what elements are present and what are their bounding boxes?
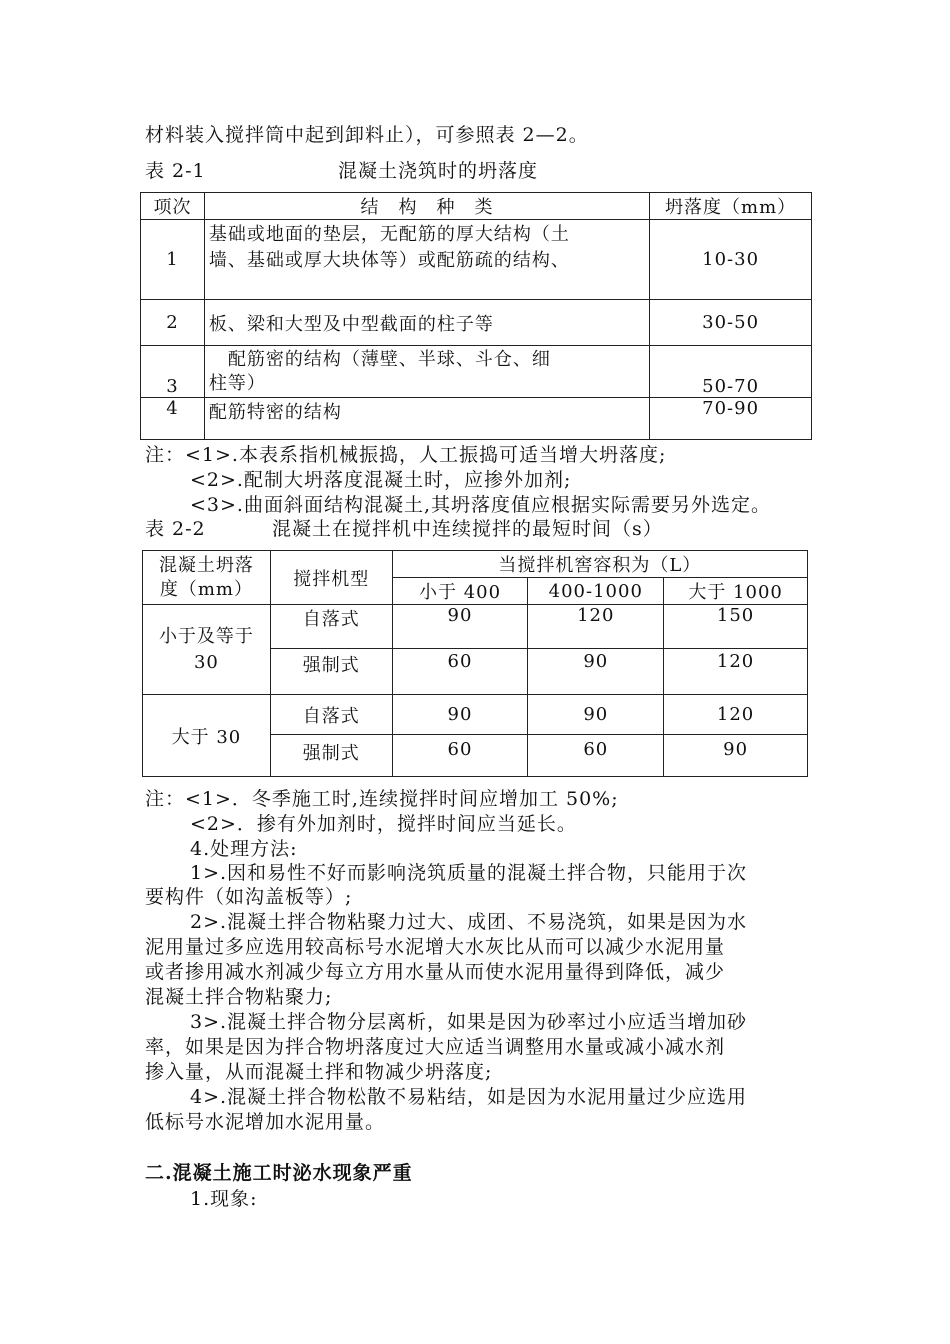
body-line: 掺入量，从而混凝土拌和物减少坍落度; xyxy=(145,1061,493,1083)
table2-subheader: 小于 400 xyxy=(392,578,528,605)
table2-header-mixer-type: 搅拌机型 xyxy=(270,551,392,605)
row-number: 1 xyxy=(141,220,205,300)
table1-header-slump: 坍落度（mm） xyxy=(650,193,812,220)
slump-table xyxy=(140,192,812,440)
table-row xyxy=(141,346,812,398)
slump-value: 70-90 xyxy=(650,398,812,440)
time-value: 60 xyxy=(528,735,664,777)
desc-line: 配筋特密的结构 xyxy=(208,402,342,423)
body-line: 或者掺用减水剂减少每立方用水量从而使水泥用量得到降低，减少 xyxy=(145,961,726,983)
table-row xyxy=(141,398,812,440)
desc-line: 柱等） xyxy=(208,372,266,394)
table-row xyxy=(141,300,812,346)
body-line: 4>.混凝土拌合物松散不易粘结，如是因为水泥用量过少应选用 xyxy=(190,1086,748,1108)
subsection-heading: 1.现象: xyxy=(190,1188,258,1210)
row-number: 2 xyxy=(141,300,205,346)
time-value: 60 xyxy=(392,735,528,777)
time-value: 120 xyxy=(664,649,808,695)
body-line: 要构件（如沟盖板等）; xyxy=(145,886,353,908)
group-line: 小于及等于 xyxy=(158,625,254,647)
time-value: 90 xyxy=(392,695,528,735)
mixer-type: 自落式 xyxy=(270,605,392,649)
group-line: 30 xyxy=(193,651,219,673)
body-line: 泥用量过多应选用较高标号水泥增大水灰比从而可以减少水泥用量 xyxy=(145,936,726,958)
slump-group xyxy=(143,695,271,777)
table2-header-slump xyxy=(143,551,271,605)
table1-note-2: <2>.配制大坍落度混凝土时，应掺外加剂; xyxy=(190,469,572,491)
mixer-type: 强制式 xyxy=(270,649,392,695)
row-number: 4 xyxy=(141,398,205,440)
table1-note-3: <3>.曲面斜面结构混凝土,其坍落度值应根据实际需要另外选定。 xyxy=(190,494,772,516)
time-value: 150 xyxy=(664,605,808,649)
desc-line: 板、梁和大型及中型截面的柱子等 xyxy=(208,313,494,335)
row-number: 3 xyxy=(141,346,205,398)
mixer-type: 自落式 xyxy=(270,695,392,735)
table-row xyxy=(141,220,812,300)
intro-text: 材料装入搅拌筒中起到卸料止），可参照表 2—2。 xyxy=(145,124,589,146)
mixer-type: 强制式 xyxy=(270,735,392,777)
header-line: 度（mm） xyxy=(159,578,253,600)
table1-header-no: 项次 xyxy=(141,193,205,220)
table2-title: 混凝土在搅拌机中连续搅拌的最短时间（s） xyxy=(272,518,663,540)
table2-subheader: 400-1000 xyxy=(528,578,664,605)
structure-desc xyxy=(204,398,649,440)
slump-value: 30-50 xyxy=(650,300,812,346)
time-value: 120 xyxy=(528,605,664,649)
section-heading: 二.混凝土施工时泌水现象严重 xyxy=(145,1162,413,1184)
mixing-time-table xyxy=(142,550,808,777)
table2-subheader: 大于 1000 xyxy=(664,578,808,605)
body-line: 率，如果是因为拌合物坍落度过大应适当调整用水量或减小减水剂 xyxy=(145,1036,726,1058)
table2-header-capacity: 当搅拌机窖容积为（L） xyxy=(392,551,807,578)
table-row xyxy=(143,695,808,735)
header-line: 混凝土坍落 xyxy=(158,554,254,576)
time-value: 90 xyxy=(528,649,664,695)
table1-title: 混凝土浇筑时的坍落度 xyxy=(338,160,539,182)
desc-line: 基础或地面的垫层，无配筋的厚大结构（土 xyxy=(208,224,570,245)
time-value: 90 xyxy=(664,735,808,777)
body-line: 混凝土拌合物粘聚力; xyxy=(145,986,333,1008)
slump-value: 10-30 xyxy=(650,220,812,300)
slump-value: 50-70 xyxy=(650,346,812,398)
body-line: 4.处理方法: xyxy=(190,838,298,860)
body-line: 1>.因和易性不好而影响浇筑质量的混凝土拌合物，只能用于次 xyxy=(190,862,748,884)
body-line: 3>.混凝土拌合物分层离析，如果是因为砂率过小应适当增加砂 xyxy=(190,1011,748,1033)
desc-line: 配筋密的结构（薄壁、半球、斗仓、细 xyxy=(208,348,551,370)
time-value: 90 xyxy=(392,605,528,649)
table1-header-structure: 结 构 种 类 xyxy=(204,193,649,220)
table2-label: 表 2-2 xyxy=(145,518,206,540)
table1-label: 表 2-1 xyxy=(145,160,206,182)
slump-group xyxy=(143,605,271,695)
body-line: 2>.混凝土拌合物粘聚力过大、成团、不易浇筑，如果是因为水 xyxy=(190,911,748,933)
time-value: 120 xyxy=(664,695,808,735)
table2-note-2: <2>．掺有外加剂时，搅拌时间应当延长。 xyxy=(190,813,577,835)
time-value: 90 xyxy=(528,695,664,735)
table-row xyxy=(143,605,808,649)
desc-line: 墙、基础或厚大块体等）或配筋疏的结构、 xyxy=(208,250,570,271)
time-value: 60 xyxy=(392,649,528,695)
structure-desc xyxy=(204,346,649,398)
table2-note-1: 注：<1>．冬季施工时,连续搅拌时间应增加工 50%; xyxy=(145,788,619,810)
group-line: 大于 30 xyxy=(171,726,242,748)
body-line: 低标号水泥增加水泥用量。 xyxy=(145,1111,386,1133)
table1-note-1: 注：<1>.本表系指机械振捣，人工振捣可适当增大坍落度; xyxy=(145,444,667,466)
structure-desc xyxy=(204,300,649,346)
structure-desc xyxy=(204,220,649,300)
